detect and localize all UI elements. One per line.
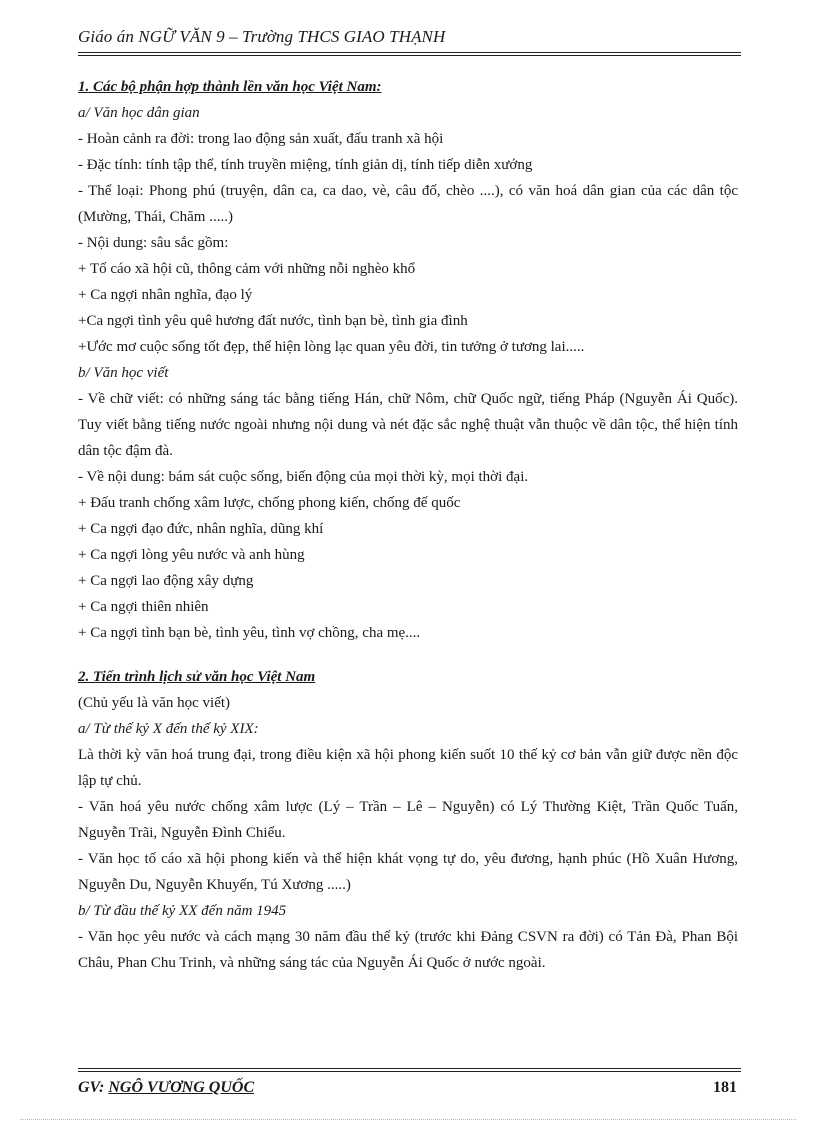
subsection-heading: a/ Văn học dân gian	[78, 105, 200, 121]
text-line: - Nội dung: sâu sắc gồm:	[78, 235, 229, 251]
paragraph: - Văn học yêu nước và cách mạng 30 năm đầu thế kỷ (trước khi Đảng CSVN ra đời) có Tản Đà, Phan Bội Châu, Phan Chu Trinh, và những sáng tác của Nguyễn Ái Quốc ở nước ngoài.	[78, 929, 738, 971]
subsection-heading: b/ Từ đầu thế kỷ XX đến năm 1945	[78, 903, 287, 919]
footer-rule-double	[78, 1071, 741, 1072]
text-line: - Hoàn cảnh ra đời: trong lao động sản xuất, đấu tranh xã hội	[78, 131, 444, 147]
header-rule	[78, 52, 741, 53]
paragraph: - Văn học tố cáo xã hội phong kiến và thể hiện khát vọng tự do, yêu đương, hạnh phúc (Hồ Xuân Hương, Nguyễn Du, Nguyễn Khuyến, Tú Xương .....)	[78, 851, 738, 893]
subsection-heading: b/ Văn học viết	[78, 365, 169, 381]
page-bottom-edge	[20, 1119, 796, 1120]
page-number: 181	[713, 1079, 737, 1096]
section-heading: 2. Tiến trình lịch sử văn học Việt Nam	[78, 669, 316, 685]
text-line: + Ca ngợi lao động xây dựng	[78, 573, 254, 589]
paragraph: Là thời kỳ văn hoá trung đại, trong điều kiện xã hội phong kiến suốt 10 thế kỷ cơ bản vẫn giữ được nền độc lập tự chủ.	[78, 747, 738, 789]
header-rule-double	[78, 55, 741, 56]
section-gap	[78, 646, 738, 664]
text-line: + Ca ngợi thiên nhiên	[78, 599, 209, 615]
teacher-name: NGÔ VƯƠNG QUỐC	[108, 1079, 255, 1096]
footer-rule	[78, 1068, 741, 1069]
subsection-heading: a/ Từ thế kỷ X đến thế kỷ XIX:	[78, 721, 259, 737]
text-line: - Về nội dung: bám sát cuộc sống, biến động của mọi thời kỳ, mọi thời đại.	[78, 469, 529, 485]
paragraph: - Thể loại: Phong phú (truyện, dân ca, ca dao, vè, câu đố, chèo ....), có văn hoá dân gian của các dân tộc (Mường, Thái, Chăm .....)	[78, 183, 738, 225]
text-line: +Ước mơ cuộc sống tốt đẹp, thể hiện lòng lạc quan yêu đời, tin tưởng ở tương lai.....	[78, 339, 585, 355]
text-line: (Chủ yếu là văn học viết)	[78, 695, 231, 711]
teacher-credit	[78, 1079, 254, 1097]
text-line: +Ca ngợi tình yêu quê hương đất nước, tình bạn bè, tình gia đình	[78, 313, 468, 329]
text-line: + Đấu tranh chống xâm lược, chống phong kiến, chống đế quốc	[78, 495, 461, 511]
paragraph: - Văn hoá yêu nước chống xâm lược (Lý – Trần – Lê – Nguyễn) có Lý Thường Kiệt, Trần Quốc Tuấn, Nguyễn Trãi, Nguyễn Đình Chiểu.	[78, 799, 738, 841]
text-line: + Ca ngợi tình bạn bè, tình yêu, tình vợ chồng, cha mẹ....	[78, 625, 421, 641]
text-line: + Tố cáo xã hội cũ, thông cảm với những nỗi nghèo khổ	[78, 261, 416, 277]
teacher-prefix: GV:	[78, 1079, 109, 1096]
text-line: + Ca ngợi nhân nghĩa, đạo lý	[78, 287, 253, 303]
paragraph: - Về chữ viết: có những sáng tác bằng tiếng Hán, chữ Nôm, chữ Quốc ngữ, tiếng Pháp (Nguyễn Ái Quốc). Tuy viết bằng tiếng nước ngoài nhưng nội dung và nét đặc sắc nghệ thuật vẫn thuộc về dân tộc, thể hiện tính dân tộc đậm đà.	[78, 391, 738, 459]
page-header: Giáo án NGỮ VĂN 9 – Trường THCS GIAO THẠNH	[78, 27, 446, 46]
text-line: + Ca ngợi đạo đức, nhân nghĩa, dũng khí	[78, 521, 324, 537]
text-line: + Ca ngợi lòng yêu nước và anh hùng	[78, 547, 305, 563]
document-body	[78, 74, 738, 976]
section-heading: 1. Các bộ phận hợp thành lền văn học Việt Nam:	[78, 79, 382, 95]
text-line: - Đặc tính: tính tập thể, tính truyền miệng, tính giản dị, tính tiếp diễn xướng	[78, 157, 533, 173]
